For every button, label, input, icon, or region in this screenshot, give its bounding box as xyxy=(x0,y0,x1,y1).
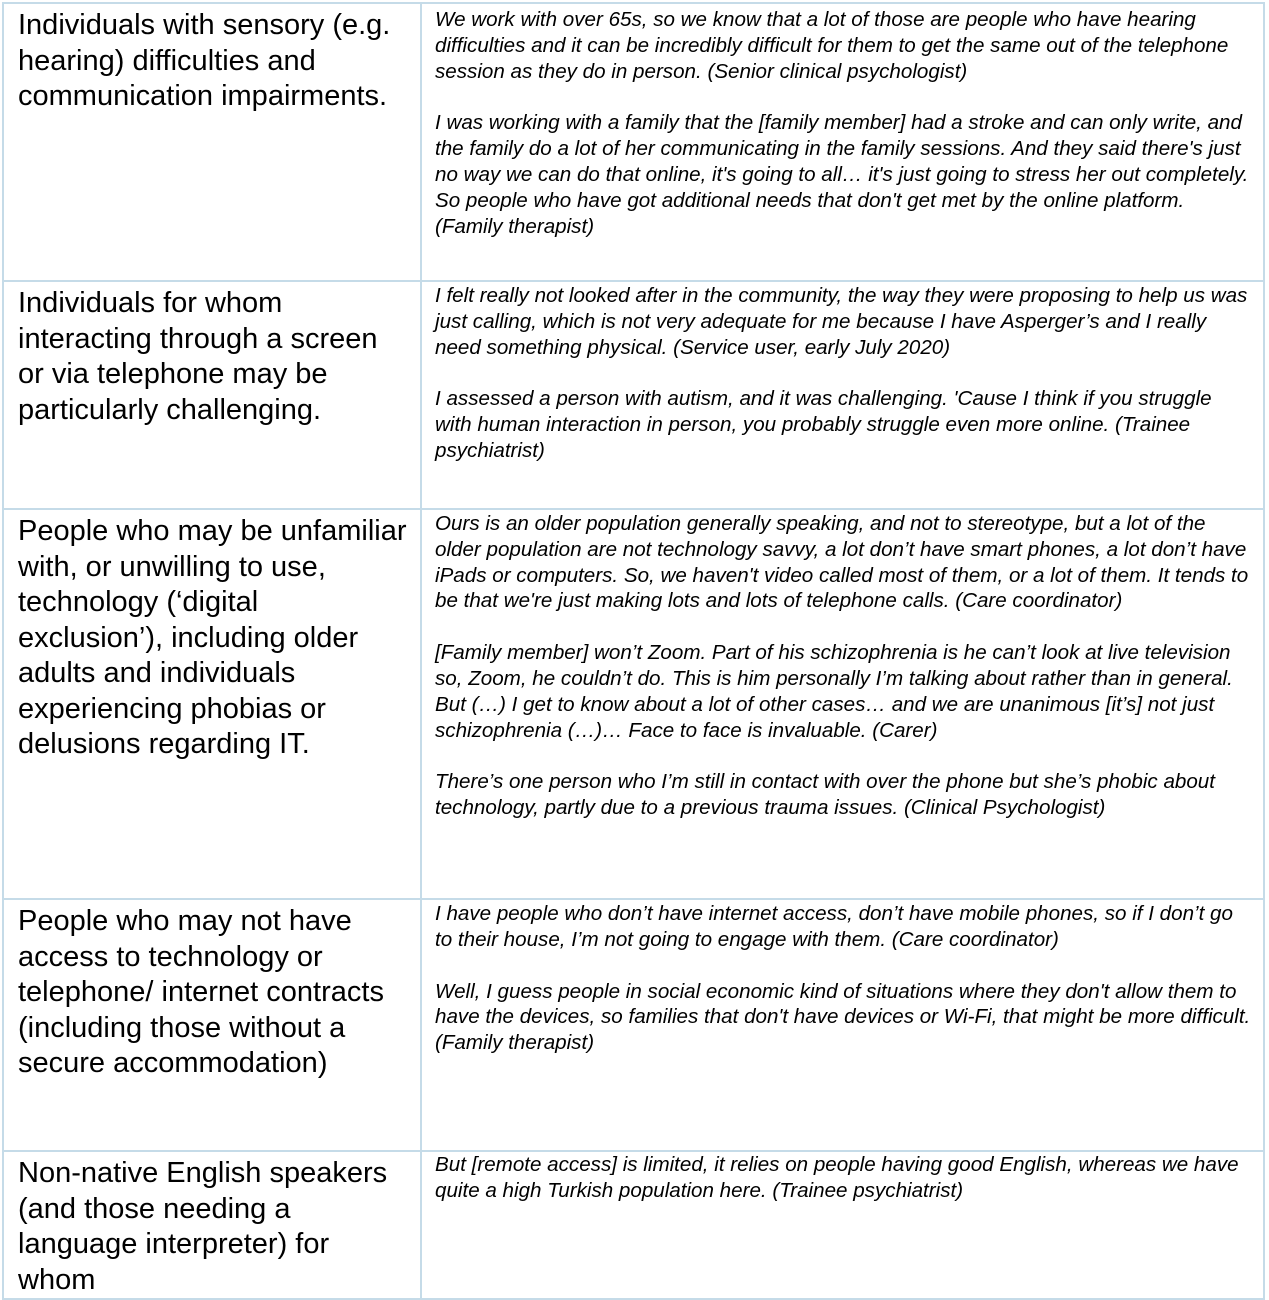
table-row xyxy=(3,1151,1264,1299)
quotes-cell xyxy=(421,509,1264,899)
quotes-cell xyxy=(421,899,1264,1151)
quote: We work with over 65s, so we know that a lot of those are people who have hearing difficulties and it can be incredibly difficult for them to get the same out of the telephone session as they do in person. (Senior clinical psychologist) xyxy=(435,8,1229,83)
group-cell: Individuals for whom interacting through a screen or via telephone may be particularly challenging. xyxy=(3,281,421,509)
group-cell: People who may be unfamiliar with, or unwilling to use, technology (‘digital exclusion’), including older adults and individuals experiencing phobias or delusions regarding IT. xyxy=(3,509,421,899)
quotes-table xyxy=(2,2,1265,1300)
quote: There’s one person who I’m still in contact with over the phone but she’s phobic about technology, partly due to a previous trauma issues. (Clinical Psychologist) xyxy=(435,770,1215,820)
quote: But [remote access] is limited, it relies on people having good English, whereas we have quite a high Turkish population here. (Trainee psychiatrist) xyxy=(435,1153,1239,1202)
quotes-cell xyxy=(421,1151,1264,1299)
group-cell: People who may not have access to technology or telephone/ internet contracts (including those without a secure accommodation) xyxy=(3,899,421,1151)
quote: I felt really not looked after in the community, the way they were proposing to help us was just calling, which is not very adequate for me because I have Asperger’s and I really need something physical. (Service user, early July 2020) xyxy=(435,284,1248,359)
quote: I assessed a person with autism, and it was challenging. 'Cause I think if you struggle with human interaction in person, you probably struggle even more online. (Trainee psychiatrist) xyxy=(435,387,1212,462)
quotes-cell xyxy=(421,3,1264,281)
quote: I have people who don’t have internet access, don’t have mobile phones, so if I don’t go to their house, I’m not going to engage with them. (Care coordinator) xyxy=(435,902,1233,951)
quote: I was working with a family that the [family member] had a stroke and can only write, and the family do a lot of her communicating in the family sessions. And they said there's just no way we can do that online, it's going to all… it's just going to stress her out completely. So people who have got additional needs that don't get met by the online platform. (Family therapist) xyxy=(435,111,1249,238)
quote: Well, I guess people in social economic kind of situations where they don't allow them to have the devices, so families that don't have devices or Wi-Fi, that might be more difficult. (Family therapist) xyxy=(435,979,1251,1055)
quotes-cell xyxy=(421,281,1264,509)
table-row xyxy=(3,509,1264,899)
table-row xyxy=(3,281,1264,509)
group-cell: Non-native English speakers (and those needing a language interpreter) for whom xyxy=(3,1151,421,1299)
group-cell: Individuals with sensory (e.g. hearing) difficulties and communication impairments. xyxy=(3,3,421,281)
quote: [Family member] won’t Zoom. Part of his schizophrenia is he can’t look at live television so, Zoom, he couldn’t do. This is him personally I’m talking about rather than in general. But (…) I get to know about a lot of other cases… and we are unanimous [it’s] not just schizophrenia (…)… Face to face is invaluable. (Carer) xyxy=(435,641,1233,742)
quote: Ours is an older population generally speaking, and not to stereotype, but a lot of the older population are not technology savvy, a lot don’t have smart phones, a lot don’t have iPads or computers. So, we haven't video called most of them, or a lot of them. It tends to be that we're just making lots and lots of telephone calls. (Care coordinator) xyxy=(435,512,1249,613)
table-row xyxy=(3,899,1264,1151)
table-row xyxy=(3,3,1264,281)
